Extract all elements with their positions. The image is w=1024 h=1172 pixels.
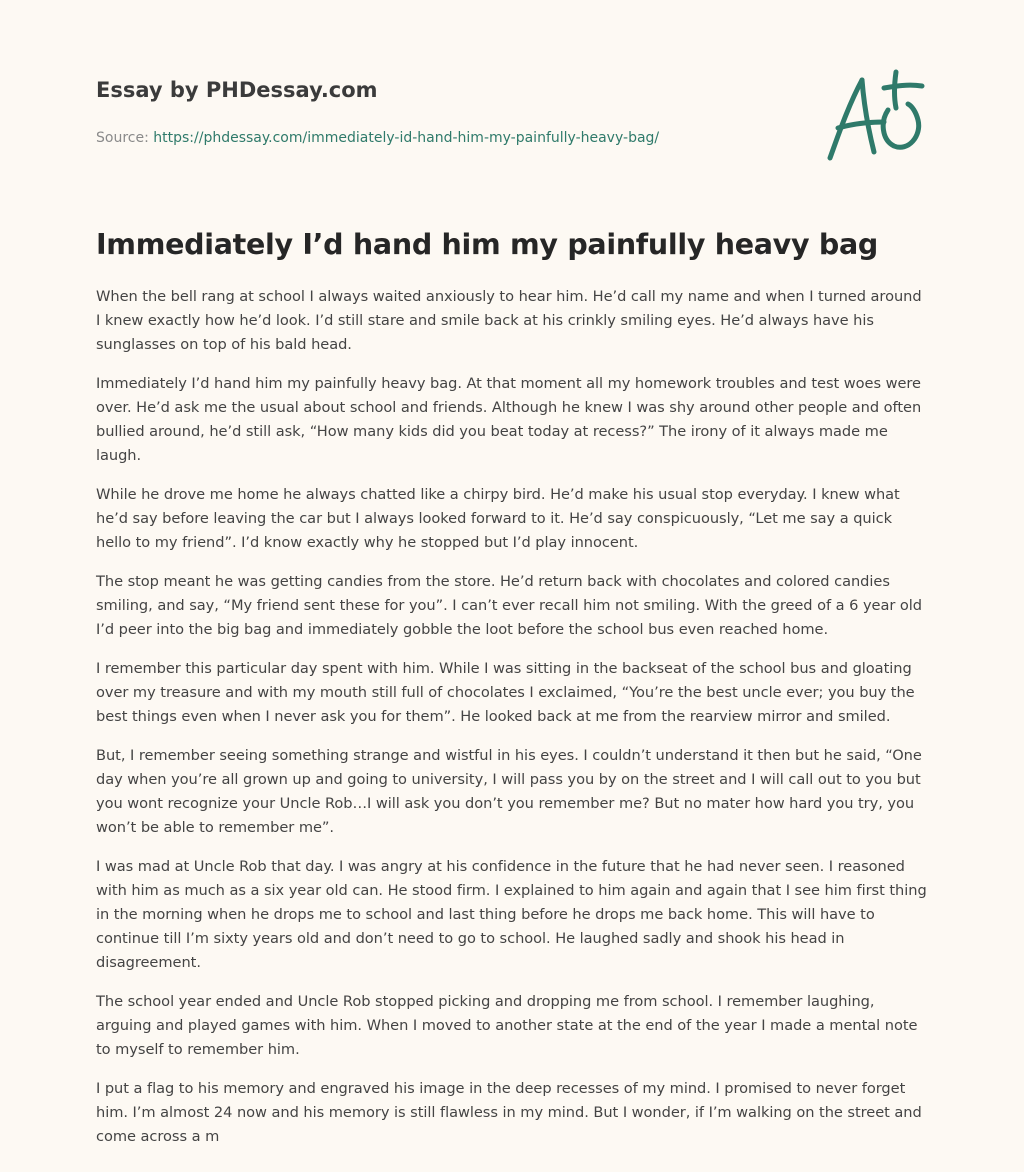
source-line (96, 128, 796, 148)
essay-paragraph: When the bell rang at school I always waited anxiously to hear him. He’d call my name and when I turned around I knew exactly how he’d look. I’d still stare and smile back at his crinkly smiling eyes. He’d always have his sunglasses on top of his bald head. (96, 288, 922, 353)
essay-title: Immediately I’d hand him my painfully heavy bag (96, 228, 878, 261)
essay-paragraph: The stop meant he was getting candies from the store. He’d return back with chocolates and colored candies smiling, and say, “My friend sent these for you”. I can’t ever recall him not smiling. With the greed of a 6 year old I’d peer into the big bag and immediately gobble the loot before the school bus even reached home. (96, 573, 923, 638)
source-label: Source: (96, 130, 149, 146)
essay-paragraph: I was mad at Uncle Rob that day. I was angry at his confidence in the future that he had never seen. I reasoned with him as much as a six year old can. He stood firm. I explained to him again and again that I see him first thing in the morning when he drops me to school and last thing before he drops me back home. This will have to continue till I’m sixty years old and don’t need to go to school. He laughed sadly and shook his head in disagreement. (96, 858, 927, 971)
a-plus-logo-svg (818, 66, 930, 166)
essay-paragraph: I remember this particular day spent with him. While I was sitting in the backseat of the school bus and gloating over my treasure and with my mouth still full of chocolates I exclaimed, “You’re the best uncle ever; you buy the best things even when I never ask you for them”. He looked back at me from the rearview mirror and smiled. (96, 660, 915, 725)
source-link[interactable]: https://phdessay.com/immediately-id-hand-him-my-painfully-heavy-bag/ (153, 130, 660, 146)
essay-paragraph: The school year ended and Uncle Rob stopped picking and dropping me from school. I remember laughing, arguing and played games with him. When I moved to another state at the end of the year I made a mental note to myself to remember him. (96, 993, 918, 1058)
essay-paragraph: But, I remember seeing something strange and wistful in his eyes. I couldn’t understand it then but he said, “One day when you’re all grown up and going to university, I will pass you by on the street and I will call out to you but you wont recognize your Uncle Rob…I will ask you don’t you remember me? But no mater how hard you try, you won’t be able to remember me”. (96, 747, 922, 836)
essay-body (96, 285, 930, 1164)
essay-paragraph: Immediately I’d hand him my painfully heavy bag. At that moment all my homework troubles and test woes were over. He’d ask me the usual about school and friends. Although he knew I was shy around other people and often bullied around, he’d still ask, “How many kids did you beat today at recess?” The irony of it always made me laugh. (96, 375, 922, 464)
essay-paragraph: I put a flag to his memory and engraved his image in the deep recesses of my mind. I promised to never forget him. I’m almost 24 now and his memory is still flawless in my mind. But I wonder, if I’m walking on the street and come across a m (96, 1080, 922, 1145)
a-plus-logo-icon (818, 66, 930, 166)
brand-title: Essay by PHDessay.com (96, 78, 378, 102)
page-header (96, 76, 796, 148)
essay-paragraph: While he drove me home he always chatted like a chirpy bird. He’d make his usual stop everyday. I knew what he’d say before leaving the car but I always looked forward to it. He’d say conspicuously, “Let me say a quick hello to my friend”. I’d know exactly why he stopped but I’d play innocent. (96, 486, 900, 551)
